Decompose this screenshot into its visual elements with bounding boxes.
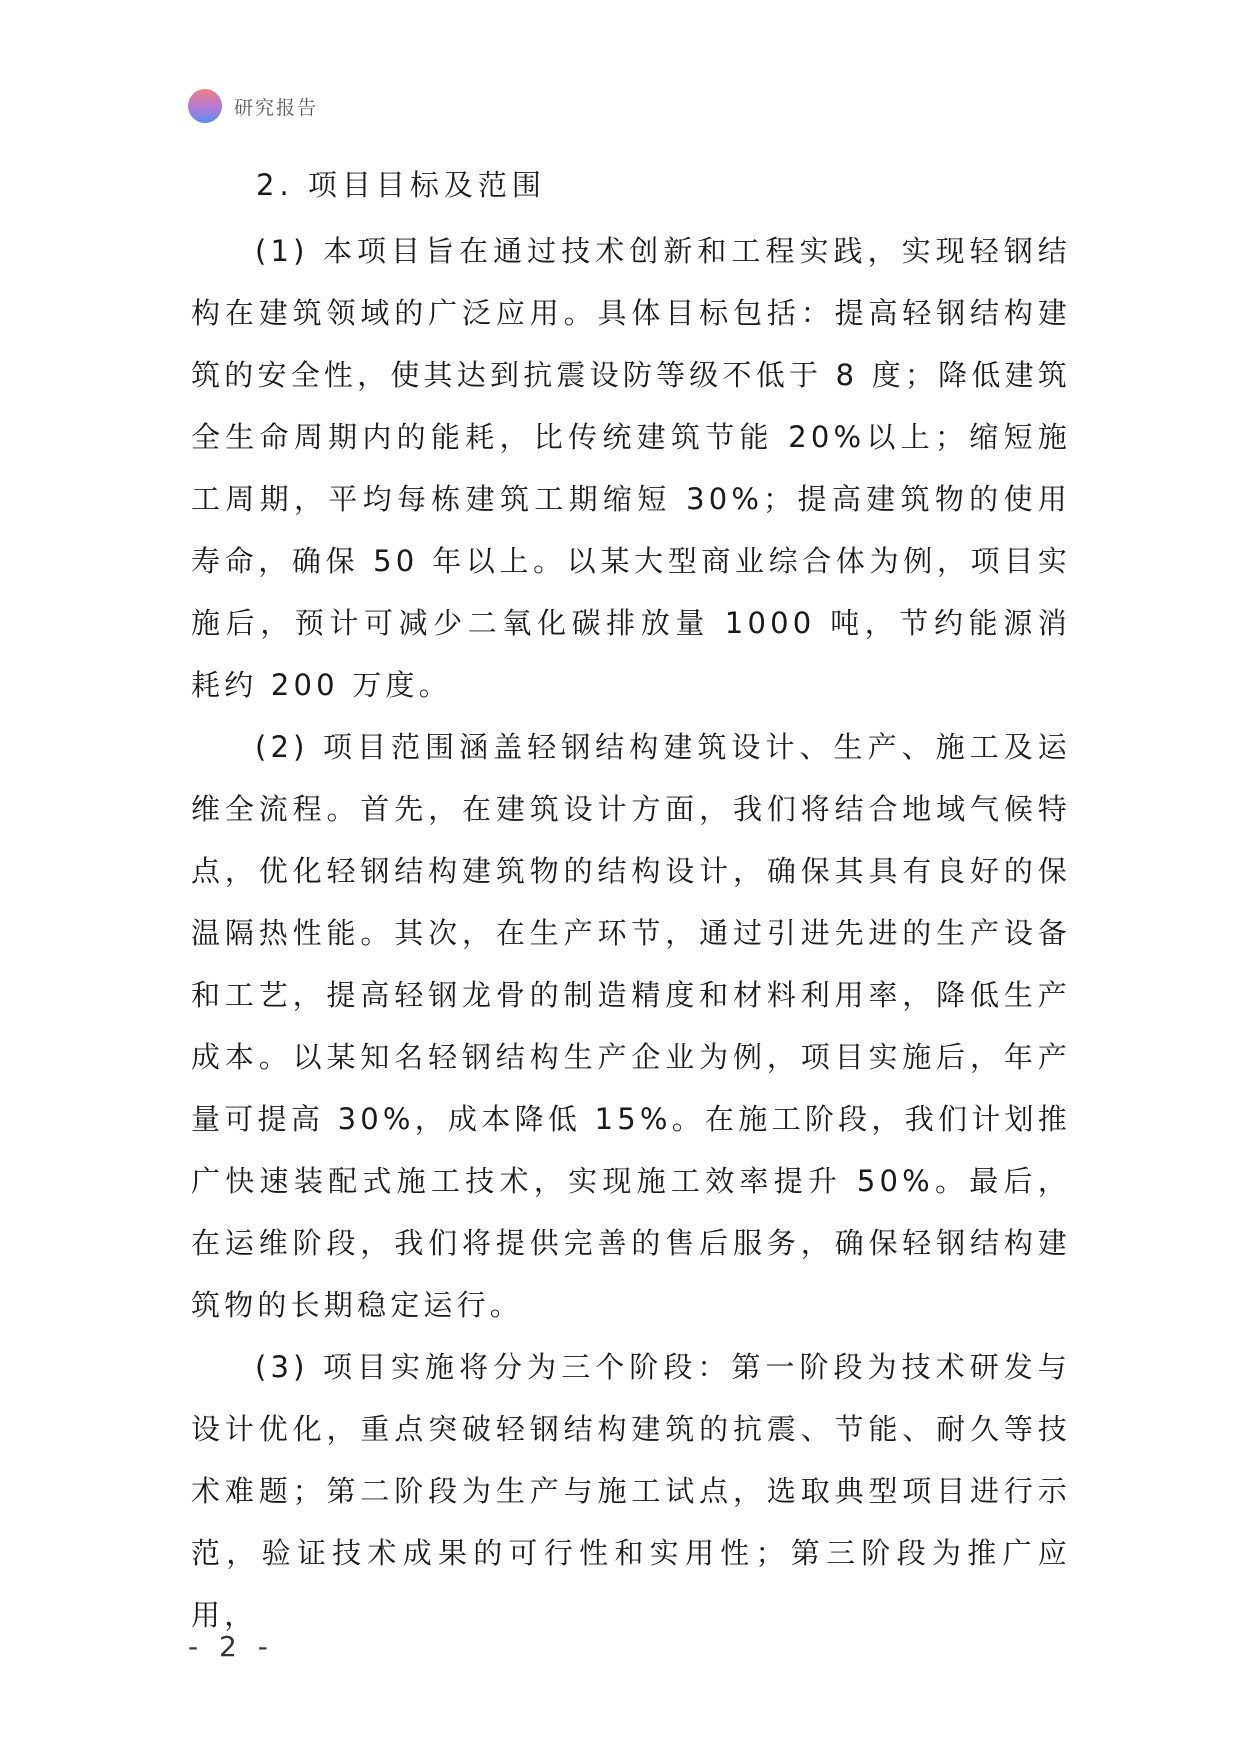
gradient-circle-logo-icon bbox=[188, 89, 222, 123]
paragraph-2: (2) 项目范围涵盖轻钢结构建筑设计、生产、施工及运维全流程。首先，在建筑设计方面，我们将结合地域气候特点，优化轻钢结构建筑物的结构设计，确保其具有良好的保温隔热性能。其次，在生产环节，通过引进先进的生产设备和工艺，提高轻钢龙骨的制造精度和材料利用率，降低生产成本。以某知名轻钢结构生产企业为例，项目实施后，年产量可提高 30%，成本降低 15%。在施工阶段，我们计划推广快速装配式施工技术，实现施工效率提升 50%。最后，在运维阶段，我们将提供完善的售后服务，确保轻钢结构建筑物的长期稳定运行。 bbox=[191, 730, 1071, 1322]
paragraph-3: (3) 项目实施将分为三个阶段：第一阶段为技术研发与设计优化，重点突破轻钢结构建筑的抗震、节能、耐久等技术难题；第二阶段为生产与施工试点，选取典型项目进行示范，验证技术成果的可行性和实用性；第三阶段为推广应用， bbox=[191, 1350, 1071, 1632]
header-title: 研究报告 bbox=[234, 96, 319, 119]
paragraph-1: (1) 本项目旨在通过技术创新和工程实践，实现轻钢结构在建筑领域的广泛应用。具体目标包括：提高轻钢结构建筑的安全性，使其达到抗震设防等级不低于 8 度；降低建筑全生命周期内的能耗，比传统建筑节能 20%以上；缩短施工周期，平均每栋建筑工期缩短 30%；提高建筑物的使用寿命，确保 50 年以上。以某大型商业综合体为例，项目实施后，预计可减少二氧化碳排放量 1000 吨，节约能源消耗约 200 万度。 bbox=[191, 234, 1071, 702]
page-header bbox=[188, 88, 318, 124]
page-number: - 2 - bbox=[188, 1630, 274, 1663]
section-heading: 2. 项目目标及范围 bbox=[256, 168, 546, 202]
body-text bbox=[191, 220, 1071, 1646]
